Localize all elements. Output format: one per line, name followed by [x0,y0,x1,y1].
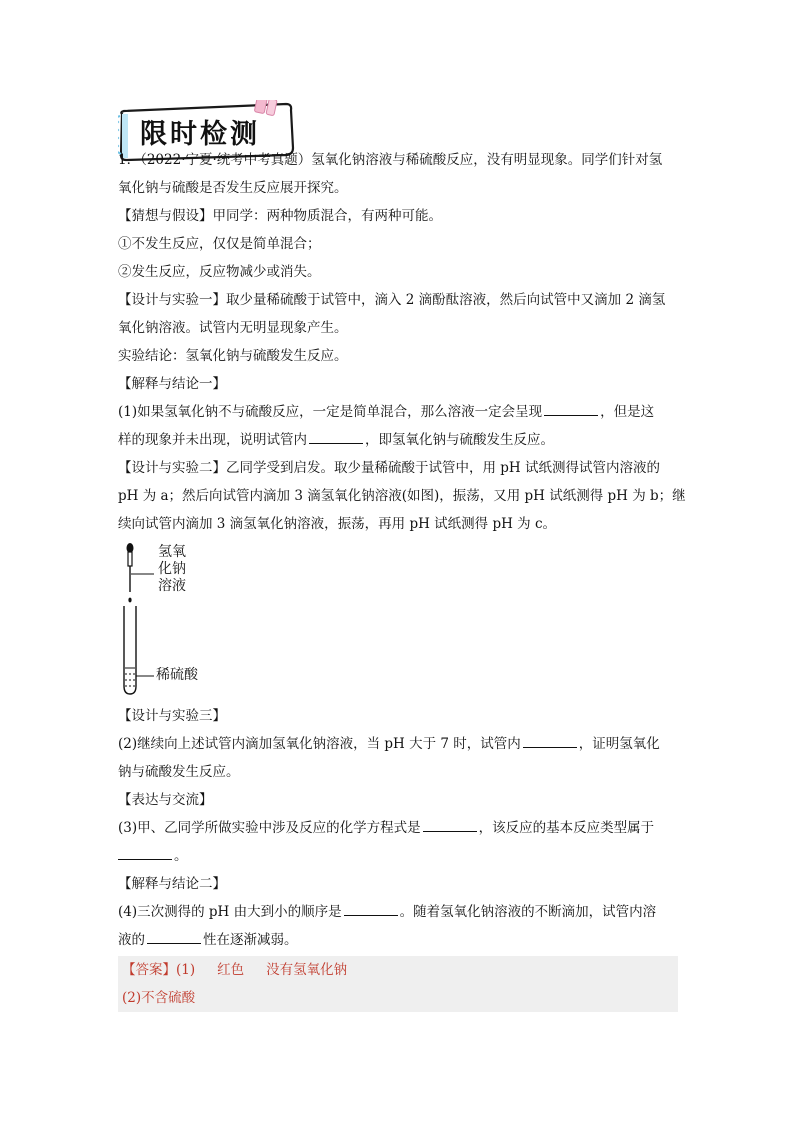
q1-text-d: ，即氢氧化钠与硫酸发生反应。 [365,432,554,448]
answer-1: 红色 [217,962,245,978]
question-content [118,146,686,1012]
experiment-figure [118,538,678,702]
answer-line2: (2)不含硫酸 [122,990,196,1006]
q1-line2 [118,426,678,454]
q4-text-b: 。随着氢氧化钠溶液的不断滴加，试管内溶 [399,904,657,920]
explain2-title: 【解释与结论二】 [118,876,226,892]
explain1-title: 【解释与结论一】 [118,376,226,392]
answer-label: 【答案】(1) [122,962,196,978]
q3-blank-1 [423,817,477,832]
tube-label: 稀硫酸 [156,667,198,683]
q1-blank-2 [309,429,363,444]
answer-line1 [122,956,674,984]
experiment2-line3: 续向试管内滴加 3 滴氢氧化钠溶液，振荡，再用 pH 试纸测得 pH 为 c。 [118,516,557,532]
q4-line1 [118,898,678,926]
q3-text-b: ，该反应的基本反应类型属于 [478,820,655,836]
dropper-label-2: 化钠 [158,561,186,577]
q1-text-a: (1)如果氢氧化钠不与硫酸反应，一定是简单混合，那么溶液一定会呈现 [118,404,543,420]
q1-text-c: 样的现象并未出现，说明试管内 [118,432,307,448]
experiment1-conclusion: 实验结论：氢氧化钠与硫酸发生反应。 [118,348,348,364]
experiment2-line2: pH 为 a；然后向试管内滴加 3 滴氢氧化钠溶液(如图)，振荡，又用 pH 试纸测得 pH 为 b；继 [118,488,686,504]
q3-text-c: 。 [174,848,188,864]
experiment3-title: 【设计与实验三】 [118,708,226,724]
q4-blank-1 [344,901,398,916]
test-tube-dropper-icon [118,540,158,700]
experiment1-line2: 氧化钠溶液。试管内无明显现象产生。 [118,320,348,336]
q4-text-a: (4)三次测得的 pH 由大到小的顺序是 [118,904,342,920]
q4-line2 [118,926,678,954]
q3-line1 [118,814,678,842]
q2-text-a: (2)继续向上述试管内滴加氢氧化钠溶液，当 pH 大于 7 时，试管内 [118,736,521,752]
answer-box [118,956,678,1012]
hypothesis-line: 【猜想与假设】甲同学：两种物质混合，有两种可能。 [118,208,442,224]
q3-line2 [118,842,678,870]
q4-blank-2 [147,929,201,944]
hypothesis-option-1: ①不发生反应，仅仅是简单混合； [118,236,321,252]
q2-line1 [118,730,678,758]
dropper-label-1: 氢氧 [158,544,186,560]
hypothesis-option-2: ②发生反应，反应物减少或消失。 [118,264,321,280]
q3-text-a: (3)甲、乙同学所做实验中涉及反应的化学方程式是 [118,820,421,836]
experiment2-line1: 【设计与实验二】乙同学受到启发。取少量稀硫酸于试管中，用 pH 试纸测得试管内溶液的 [118,460,660,476]
q4-text-d: 性在逐渐减弱。 [203,932,298,948]
q4-text-c: 液的 [118,932,145,948]
q1-line1 [118,398,678,426]
q1-blank-1 [544,401,598,416]
question-intro-line1: 1．（2022·宁夏·统考中考真题）氢氧化钠溶液与稀硫酸反应，没有明显现象。同学们针对氢 [118,152,663,168]
q3-blank-2 [118,845,172,860]
express-title: 【表达与交流】 [118,792,213,808]
banner-title: 限时检测 [140,119,260,150]
question-intro-line2: 氧化钠与硫酸是否发生反应展开探究。 [118,180,348,196]
q1-text-b: ，但是这 [600,404,655,420]
q2-line2: 钠与硫酸发生反应。 [118,764,240,780]
q2-blank [523,733,577,748]
dropper-label-3: 溶液 [158,578,186,594]
answer-2: 没有氢氧化钠 [266,962,348,978]
experiment1-line1: 【设计与实验一】取少量稀硫酸于试管中，滴入 2 滴酚酞溶液，然后向试管中又滴加 2 滴氢 [118,292,666,308]
q2-text-b: ，证明氢氧化 [578,736,660,752]
